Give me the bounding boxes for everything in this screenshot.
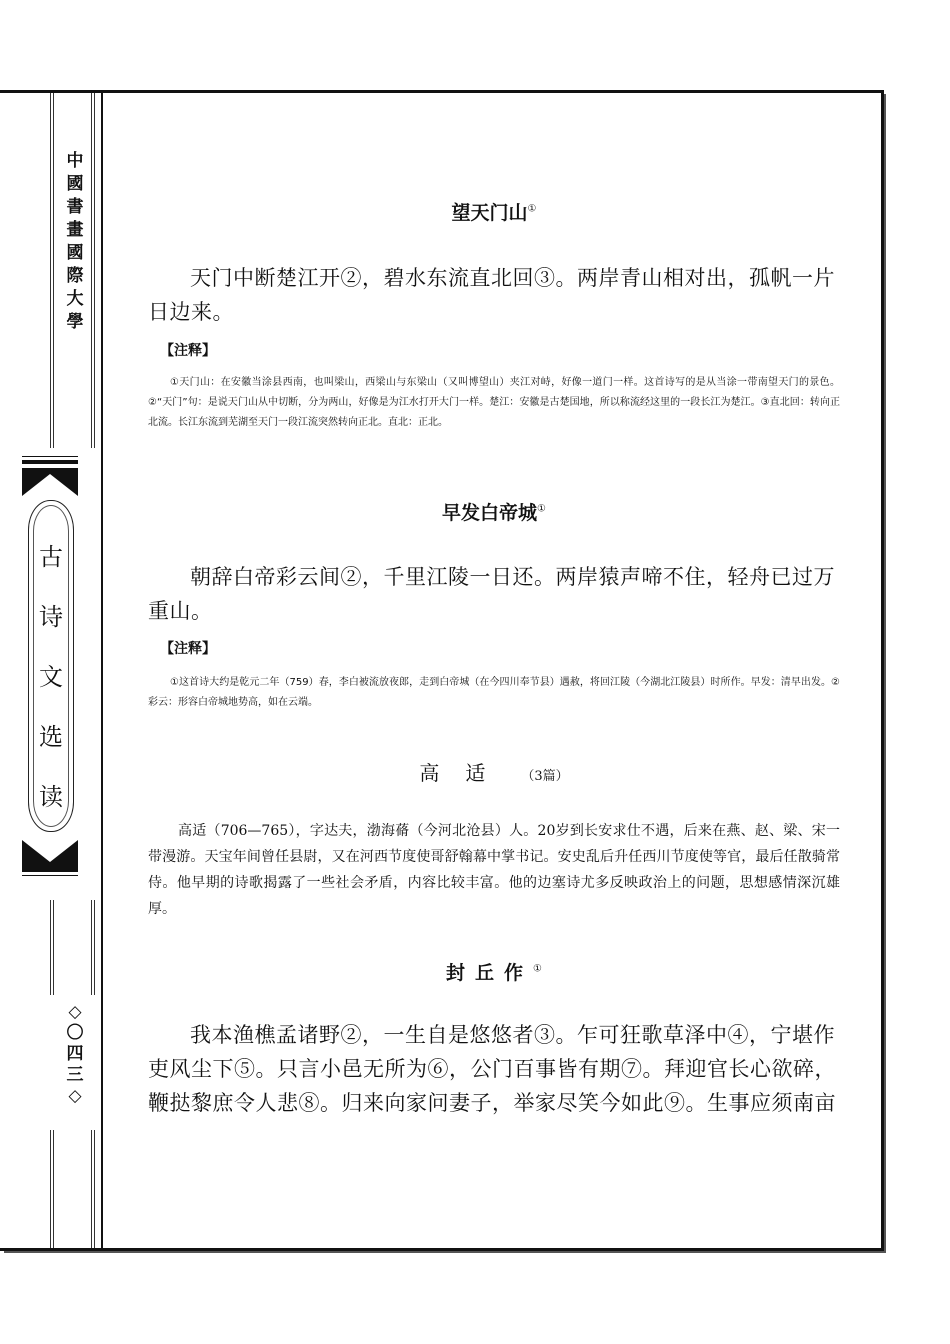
poem-title-text: 封丘作 — [446, 962, 534, 984]
sidebar-rule — [53, 93, 54, 448]
page-number-char: 三 — [66, 1065, 84, 1085]
ornament-bar — [22, 868, 78, 872]
ornament-line — [22, 875, 78, 876]
sidebar-rule — [50, 900, 51, 995]
sidebar-rule — [91, 1130, 92, 1248]
sidebar-rule — [91, 93, 92, 448]
author-name: 高适 — [419, 761, 512, 785]
school-char: 國 — [66, 243, 84, 263]
poem-title-text: 早发白帝城 — [442, 502, 538, 524]
school-char: 大 — [66, 289, 84, 309]
page-number — [60, 1002, 90, 1107]
sidebar-rule — [94, 900, 95, 995]
book-title-char: 诗 — [39, 603, 63, 631]
book-title-char: 古 — [39, 543, 63, 571]
school-char: 中 — [66, 151, 84, 171]
chevron-up-ornament-icon — [22, 840, 78, 868]
footnote-marker: ① — [537, 503, 546, 515]
sidebar-rule — [94, 93, 95, 448]
book-title — [29, 537, 73, 837]
poem-note: ①这首诗大约是乾元二年（759）春，李白被流放夜郎，走到白帝城（在今四川奉节县）遇赦，将回江陵（今湖北江陵县）时所作。早发：清早出发。②彩云：形容白帝城地势高，如在云端。 — [148, 677, 840, 708]
book-title-char: 读 — [39, 783, 63, 811]
diamond-icon: ◇ — [68, 1086, 82, 1106]
footnote-marker: ① — [527, 203, 537, 215]
frame-shadow-bottom — [4, 1251, 886, 1253]
poem-title — [148, 198, 840, 225]
poem-title — [148, 958, 840, 985]
school-char: 學 — [66, 312, 84, 332]
frame-shadow-right — [884, 94, 886, 1253]
school-char: 書 — [66, 197, 84, 217]
sidebar-rule — [94, 1130, 95, 1248]
book-title-char: 文 — [39, 663, 63, 691]
frame-top-border — [0, 90, 884, 93]
frame-inner-left-border — [101, 93, 103, 1248]
school-char: 國 — [66, 174, 84, 194]
book-title-cartouche — [28, 500, 74, 832]
poem-title — [148, 498, 840, 525]
poem-count: （3篇） — [521, 769, 569, 784]
sidebar-rule — [91, 900, 92, 995]
poem-body: 我本渔樵孟诸野②，一生自是悠悠者③。乍可狂歌草泽中④，宁堪作吏风尘下⑤。只言小邑无所为⑥，公门百事皆有期⑦。拜迎官长心欲碎，鞭挞黎庶令人悲⑧。归来向家问妻子，举家尽笑今如此⑨。生事应须南亩 — [148, 1023, 836, 1115]
poem-body: 朝辞白帝彩云间②，千里江陵一日还。两岸猿声啼不住，轻舟已过万重山。 — [148, 565, 835, 623]
school-char: 畫 — [66, 220, 84, 240]
author-heading — [148, 757, 840, 786]
ornament-bar — [22, 460, 78, 464]
note-label: 【注释】 — [160, 641, 216, 657]
school-char: 際 — [66, 266, 84, 286]
page-number-char: 四 — [66, 1044, 84, 1064]
school-name — [60, 150, 90, 334]
chevron-down-ornament-icon — [22, 468, 78, 496]
sidebar-rule — [50, 93, 51, 448]
poem-note: ①天门山：在安徽当涂县西南，也叫梁山，西梁山与东梁山（又叫博望山）夹江对峙，好像一道门一样。这首诗写的是从当涂一带南望天门的景色。②“天门”句：是说天门山从中切断，分为两山，好像是为江水打开大门一样。楚江：安徽是古楚国地，所以称流经这里的一段长江为楚江。③直北回：转向正北流。长江东流到芜湖至天门一段江流突然转向正北。直北：正北。 — [148, 377, 840, 428]
poem-title-text: 望天门山 — [451, 202, 528, 224]
footnote-marker: ① — [533, 963, 542, 975]
sidebar-rule — [50, 1130, 51, 1248]
author-bio: 高适（706—765），字达夫，渤海蓨（今河北沧县）人。20岁到长安求仕不遇，后来在燕、赵、梁、宋一带漫游。天宝年间曾任县尉，又在河西节度使哥舒翰幕中掌书记。安史乱后升任西川节度使等官，最后任散骑常侍。他早期的诗歌揭露了一些社会矛盾，内容比较丰富。他的边塞诗尤多反映政治上的问题，思想感情深沉雄厚。 — [148, 823, 840, 917]
page-number-char: 〇 — [66, 1023, 84, 1043]
poem-body: 天门中断楚江开②，碧水东流直北回③。两岸青山相对出，孤帆一片日边来。 — [148, 266, 835, 324]
book-title-char: 选 — [39, 723, 63, 751]
ornament-line — [22, 456, 78, 457]
diamond-icon: ◇ — [68, 1002, 82, 1022]
note-label: 【注释】 — [160, 343, 216, 359]
sidebar-rule — [53, 900, 54, 995]
sidebar-rule — [53, 1130, 54, 1248]
